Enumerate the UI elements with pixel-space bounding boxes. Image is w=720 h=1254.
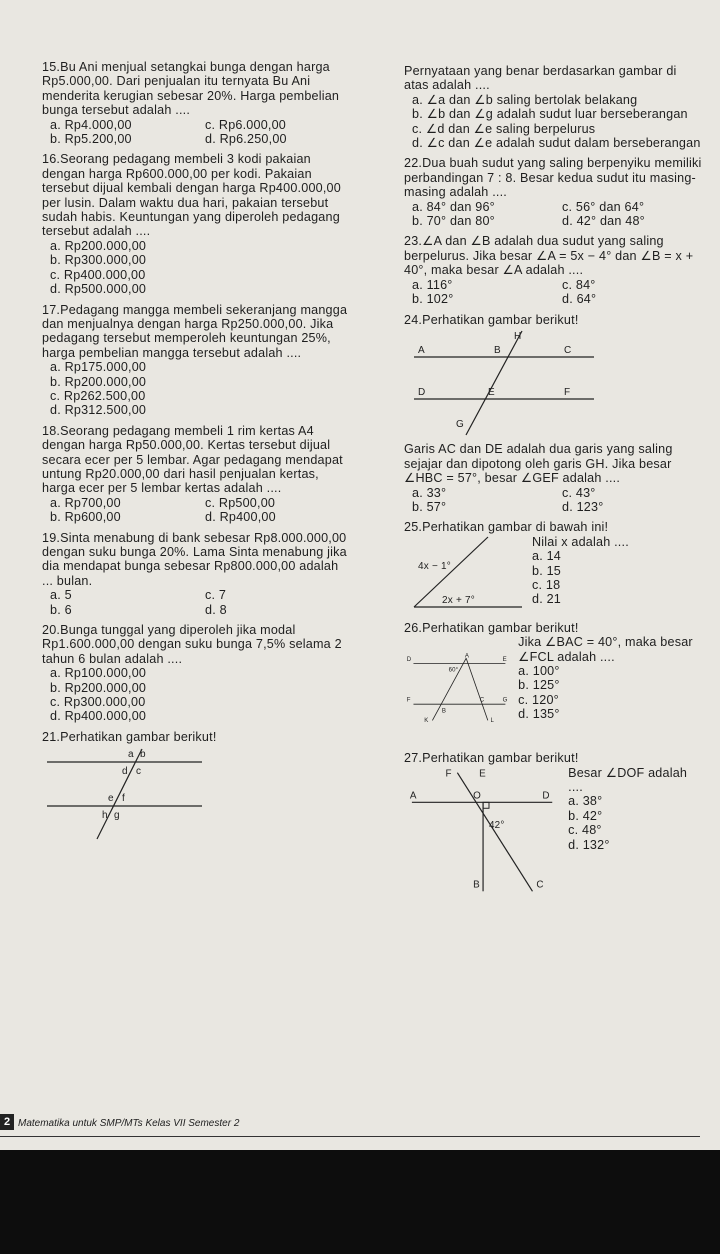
option-a: a. ∠a dan ∠b saling bertolak belakang	[412, 92, 638, 107]
question-21-options	[404, 64, 704, 150]
label-a: a	[128, 749, 134, 761]
label-E: E	[479, 768, 486, 780]
label-D: D	[418, 386, 426, 398]
option-c: c. Rp300.000,00	[50, 695, 146, 710]
option-a: a. Rp200.000,00	[50, 238, 147, 253]
label-e: e	[108, 793, 114, 805]
label-G: G	[502, 696, 508, 704]
label-G: G	[456, 418, 464, 430]
label-L: L	[490, 716, 495, 724]
question-number: 15.	[42, 60, 61, 74]
option-d: d. ∠c dan ∠e adalah sudut dalam berseberangan	[412, 136, 701, 151]
option-c: c. 120°	[518, 692, 559, 707]
label-F: F	[564, 386, 571, 398]
label-F: F	[445, 768, 452, 780]
question-number: 27.	[404, 751, 423, 766]
question-16	[42, 152, 352, 296]
question-prompt: Jika ∠BAC = 40°, maka besar ∠FCL adalah ....	[518, 635, 693, 664]
question-prompt: Besar ∠DOF adalah ....	[568, 765, 688, 794]
label-A: A	[409, 789, 417, 801]
option-c: c. 18	[532, 577, 561, 592]
option-b: b. Rp200.000,00	[50, 374, 147, 389]
option-d: d. Rp400.000,00	[50, 709, 147, 724]
question-number: 23.	[404, 234, 423, 249]
label-O: O	[473, 789, 482, 801]
question-18	[42, 424, 352, 525]
question-stem: Perhatikan gambar berikut!	[422, 751, 579, 766]
angle-label-1: 4x − 1°	[418, 560, 451, 572]
question-stem: Pedagang mangga membeli sekeranjang mangga dan menjualnya dengan harga Rp250.000,00. Jika pedagang tersebut memperoleh keuntungan 25%, harga pembelian mangga tersebut adalah ....	[42, 302, 348, 360]
option-a: a. Rp175.000,00	[50, 360, 147, 375]
question-23	[404, 234, 704, 306]
label-C: C	[564, 344, 572, 356]
option-c: c. Rp6.000,00	[205, 117, 287, 132]
angle-label-2: 2x + 7°	[442, 594, 475, 606]
option-a: a. 14	[532, 549, 562, 564]
question-stem: Perhatikan gambar berikut!	[60, 729, 217, 744]
question-25	[404, 520, 704, 614]
option-b: b. Rp600,00	[50, 510, 121, 525]
label-c: c	[136, 766, 142, 778]
label-C: C	[479, 696, 485, 704]
question-stem: Perhatikan gambar berikut!	[422, 312, 579, 327]
option-c: c. 48°	[568, 823, 602, 838]
label-A: A	[418, 344, 425, 356]
question-stem: Seorang pedagang membeli 3 kodi pakaian dengan harga Rp600.000,00 per kodi. Pakaian tersebut dijual kembali dengan harga Rp400.000,00 per lusin. Dalam waktu dua hari, pakaian tersebut sudah habis. Keuntungan yang diperoleh pedagang tersebut adalah ....	[42, 152, 341, 239]
option-c: c. 84°	[562, 277, 596, 292]
option-a: a. 116°	[412, 277, 453, 292]
option-d: d. 123°	[562, 499, 604, 514]
question-stem: Perhatikan gambar berikut!	[422, 620, 579, 635]
label-g: g	[114, 810, 120, 822]
question-stem: Pernyataan yang benar berdasarkan gambar di atas adalah ....	[404, 64, 677, 93]
question-stem: Sinta menabung di bank sebesar Rp8.000.000,00 dengan suku bunga 20%. Lama Sinta menabung jika dia mendapat bunga sebesar Rp800.000,00 adalah ... bulan.	[42, 530, 347, 588]
page-number: 2	[0, 1114, 14, 1130]
option-d: d. 135°	[518, 707, 560, 722]
question-17	[42, 303, 352, 418]
question-22	[404, 156, 704, 228]
label-h: h	[102, 810, 108, 822]
option-d: d. Rp400,00	[205, 510, 276, 525]
option-a: a. 84° dan 96°	[412, 199, 495, 214]
label-f: f	[122, 793, 125, 805]
option-a: a. 33°	[412, 485, 447, 500]
option-c: c. Rp262.500,00	[50, 388, 146, 403]
label-B: B	[441, 707, 447, 715]
option-c: c. Rp400.000,00	[50, 267, 146, 282]
option-b: b. 70° dan 80°	[412, 214, 495, 229]
question-prompt: Nilai x adalah ....	[532, 534, 629, 549]
question-21	[42, 730, 352, 848]
option-b: b. 15	[532, 563, 562, 578]
question-number: 18.	[42, 423, 61, 438]
option-d: d. 21	[532, 592, 562, 607]
option-b: b. ∠b dan ∠g adalah sudut luar berseberangan	[412, 107, 688, 122]
question-24	[404, 313, 704, 515]
option-c: c. Rp500,00	[205, 495, 276, 510]
label-F: F	[406, 696, 411, 704]
option-b: b. Rp200.000,00	[50, 680, 147, 695]
question-26	[404, 621, 704, 745]
label-A: A	[464, 652, 470, 660]
angle-label: 60°	[448, 666, 459, 674]
option-c: c. 43°	[562, 485, 596, 500]
question-27	[404, 751, 704, 895]
question-number: 22.	[404, 156, 423, 171]
option-b: b. 57°	[412, 499, 447, 514]
question-stem: Seorang pedagang membeli 1 rim kertas A4 dengan harga Rp50.000,00. Kertas tersebut dijual secara ecer per 5 lembar. Agar pedagang mendapat untung Rp20.000,00 dari hasil penjualan kertas, harga ecer per 5 lembar kertas adalah ....	[42, 423, 343, 496]
label-D: D	[406, 656, 412, 664]
question-number: 21.	[42, 729, 61, 744]
option-d: d. Rp500.000,00	[50, 282, 147, 297]
option-b: b. 42°	[568, 808, 603, 823]
option-b: b. Rp300.000,00	[50, 253, 147, 268]
label-C: C	[536, 878, 544, 890]
left-column	[42, 60, 352, 854]
option-d: d. 64°	[562, 292, 597, 307]
label-B: B	[494, 344, 501, 356]
option-c: c. ∠d dan ∠e saling berpelurus	[412, 121, 596, 136]
question-24-detail: Garis AC dan DE adalah dua garis yang saling sejajar dan dipotong oleh garis GH. Jika besar ∠HBC = 57°, besar ∠GEF adalah ....	[404, 442, 673, 486]
question-stem: Dua buah sudut yang saling berpenyiku memiliki perbandingan 7 : 8. Besar kedua sudut itu masing-masing adalah ....	[404, 156, 702, 200]
question-number: 25.	[404, 520, 423, 535]
question-number: 20.	[42, 623, 61, 638]
figure-25	[404, 535, 524, 615]
question-number: 26.	[404, 620, 423, 635]
footer-rule	[0, 1136, 700, 1137]
label-H: H	[514, 330, 522, 342]
option-d: d. 8	[205, 602, 227, 617]
label-b: b	[140, 749, 146, 761]
option-a: a. 5	[50, 588, 72, 603]
option-b: b. Rp5.200,00	[50, 132, 132, 147]
dark-background	[0, 1150, 720, 1254]
option-a: a. 38°	[568, 794, 603, 809]
right-column	[404, 64, 704, 902]
figure-27	[404, 766, 562, 896]
question-number: 17.	[42, 302, 61, 317]
question-stem: Perhatikan gambar di bawah ini!	[422, 520, 609, 535]
option-d: d. 42° dan 48°	[562, 214, 645, 229]
question-15	[42, 60, 352, 146]
question-number: 24.	[404, 312, 423, 327]
label-E: E	[488, 386, 495, 398]
question-stem: ∠A dan ∠B adalah dua sudut yang saling berpelurus. Jika besar ∠A = 5x − 4° dan ∠B = x + 40°, maka besar ∠A adalah ....	[404, 234, 694, 278]
label-E: E	[502, 656, 507, 664]
option-a: a. Rp4.000,00	[50, 117, 132, 132]
option-d: d. Rp312.500,00	[50, 403, 147, 418]
option-a: a. 100°	[518, 663, 560, 678]
label-d: d	[122, 766, 128, 778]
label-K: K	[424, 716, 429, 724]
option-a: a. Rp700,00	[50, 495, 121, 510]
label-D: D	[542, 789, 550, 801]
figure-26	[404, 635, 512, 745]
option-c: c. 7	[205, 588, 227, 603]
option-b: b. 125°	[518, 678, 560, 693]
question-stem: Bunga tunggal yang diperoleh jika modal Rp1.600.000,00 dengan suku bunga 7,5% selama 2 tahun 6 bulan adalah ....	[42, 623, 342, 666]
footer-text: Matematika untuk SMP/MTs Kelas VII Semester 2	[18, 1118, 240, 1129]
figure-21	[42, 744, 212, 844]
option-c: c. 56° dan 64°	[562, 199, 645, 214]
question-stem: Bu Ani menjual setangkai bunga dengan harga Rp5.000,00. Dari penjualan itu ternyata Bu Ani menderita kerugian sebesar 20%. Harga pembelian bunga tersebut adalah ....	[42, 60, 340, 118]
option-a: a. Rp100.000,00	[50, 666, 147, 681]
question-number: 16.	[42, 152, 61, 167]
option-d: d. Rp6.250,00	[205, 132, 287, 147]
question-number: 19.	[42, 530, 61, 545]
angle-label: 42°	[488, 819, 505, 831]
option-b: b. 6	[50, 602, 72, 617]
figure-24	[404, 327, 604, 439]
question-20	[42, 623, 352, 724]
option-b: b. 102°	[412, 292, 454, 307]
option-d: d. 132°	[568, 837, 610, 852]
question-19	[42, 531, 352, 617]
label-B: B	[473, 878, 480, 890]
